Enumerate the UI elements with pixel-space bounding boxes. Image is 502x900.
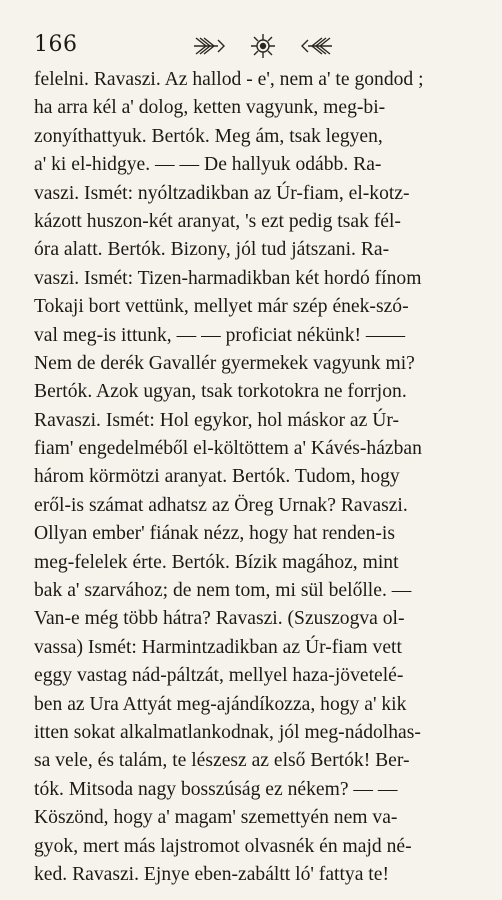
- text-line: ked. Ravaszi. Ejnye eben-zabáltt ló' fattya te!: [34, 863, 389, 885]
- text-line: sa vele, és talám, te lészesz az első Bertók! Ber-: [34, 750, 410, 772]
- text-line: három körmötzi aranyat. Bertók. Tudom, hogy: [34, 466, 400, 488]
- text-line: Van-e még több hátra? Ravaszi. (Szuszogva ol-: [34, 608, 405, 630]
- text-line: itten sokat alkalmatlankodnak, jól meg-nádolhas-: [34, 721, 421, 743]
- text-line: óra alatt. Bertók. Bizony, jól tud játszani. Ra-: [34, 239, 390, 261]
- page-header: [28, 28, 474, 64]
- text-line: eggy vastag nád-páltzát, mellyel haza-jövetelé-: [34, 665, 404, 687]
- text-line: bak a' szarvához; de nem tom, mi sül belőlle. —: [34, 580, 412, 602]
- text-line: Köszönd, hogy a' magam' szemettyén nem va-: [34, 807, 398, 829]
- text-line: eről-is számat adhatsz az Öreg Urnak? Ravaszi.: [34, 494, 408, 516]
- text-line: Nem de derék Gavallér gyermekek vagyunk mi?: [34, 352, 415, 374]
- text-line: ha arra kél a' dolog, ketten vagyunk, meg-bi-: [34, 97, 386, 119]
- text-line: val meg-is ittunk, — — proficiat nékünk! ——: [34, 324, 406, 346]
- text-line: felelni. Ravaszi. Az hallod - e', nem a' te gondod ;: [34, 69, 424, 90]
- text-line: Bertók. Azok ugyan, tsak torkotokra ne forrjon.: [34, 381, 407, 403]
- text-line: Ravaszi. Ismét: Hol egykor, hol máskor az Úr-: [34, 409, 400, 431]
- text-line: kázott huszon-két aranyat, 's ezt pedig tsak fél-: [34, 210, 401, 232]
- text-line: ben az Ura Attyát meg-ajándíkozza, hogy a' kik: [34, 693, 407, 715]
- text-line: Ollyan ember' fiának nézz, hogy hat renden-is: [34, 523, 395, 545]
- text-line: vaszi. Ismét: nyóltzadikban az Úr-fiam, el-kotz-: [34, 182, 410, 204]
- text-line: vassa) Ismét: Harmintzadikban az Úr-fiam vett: [34, 636, 402, 658]
- text-line: a' ki el-hidgye. — — De hallyuk odább. Ra-: [34, 154, 382, 176]
- text-line: vaszi. Ismét: Tizen-harmadikban két hordó fínom: [34, 267, 422, 289]
- text-line: zonyíthattyuk. Bertók. Meg ám, tsak legyen,: [34, 125, 383, 147]
- text-line: tók. Mitsoda nagy bosszúság ez nékem? — —: [34, 778, 398, 800]
- text-line: gyok, mert más lajstromot olvasnék én majd né-: [34, 835, 412, 857]
- body-text: [34, 66, 466, 889]
- page-number: 166: [34, 32, 78, 57]
- text-line: Tokaji bort vettünk, mellyet már szép ének-szó-: [34, 296, 409, 318]
- text-line: meg-felelek érte. Bertók. Bízik magához, mint: [34, 551, 399, 573]
- text-line: fiam' engedelméből el-költöttem a' Kávés-házban: [34, 438, 422, 460]
- decorative-ornament-icon: [188, 32, 338, 60]
